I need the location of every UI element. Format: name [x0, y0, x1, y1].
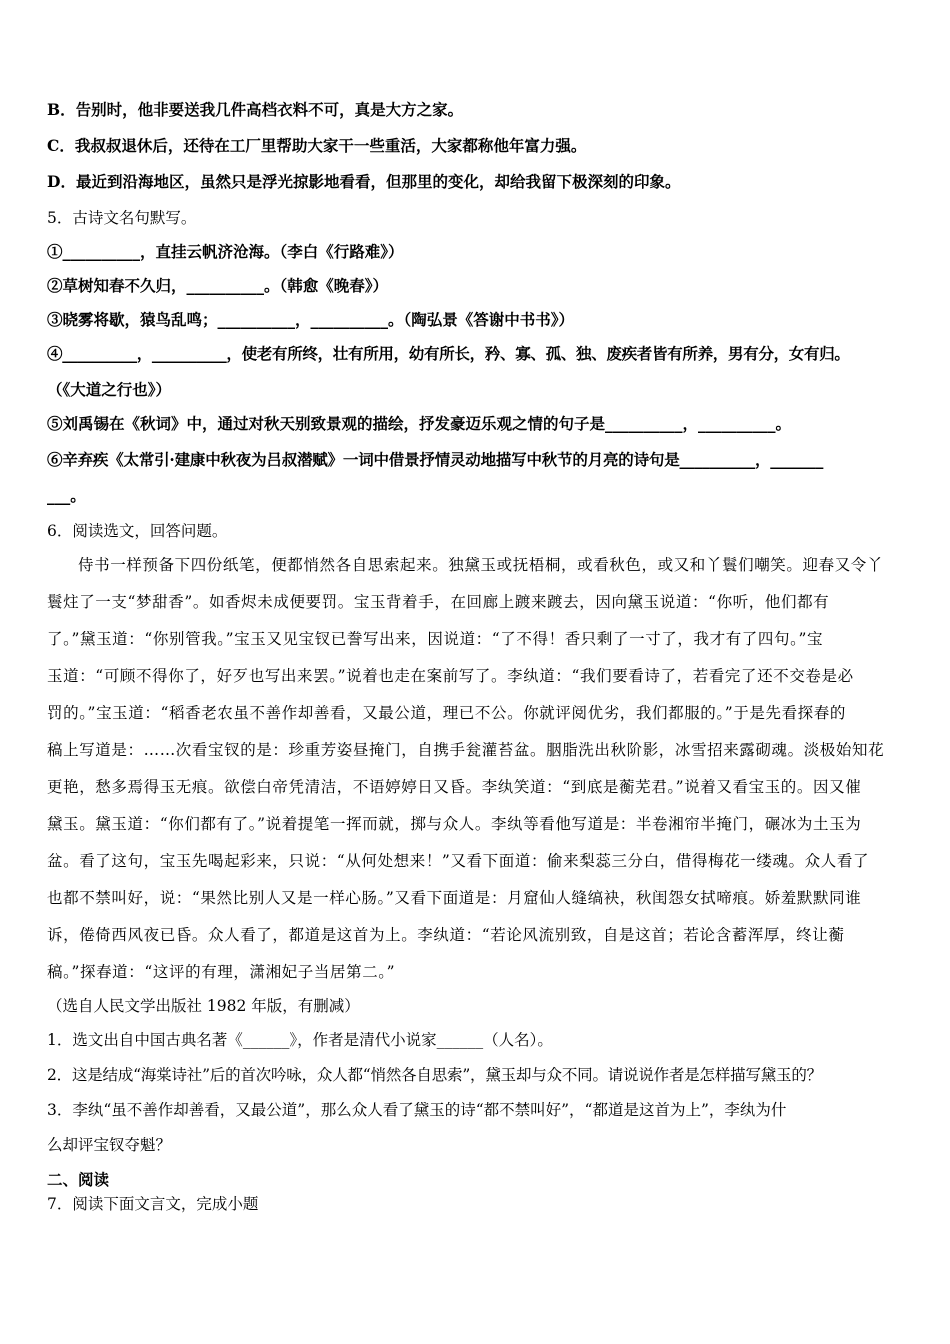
q6-title: 6．阅读选文，回答问题。: [47, 522, 228, 540]
q5-item-4-source: （《大道之行也》）: [47, 380, 172, 399]
option-c: C．我叔叔退休后，还待在工厂里帮助大家干一些重活，大家都称他年富力强。: [47, 136, 587, 155]
passage-line: 了。”黛玉道：“你别管我。”宝玉又见宝钗已誊写出来，因说道：“了不得！香只剩了一寸了，我才有了四句。”宝: [47, 630, 824, 648]
q5-item-6: ⑥辛弃疾《太常引·建康中秋夜为吕叔潜赋》一词中借景抒情灵动地描写中秋节的月亮的诗句是__________，_______: [47, 450, 824, 469]
passage-line: 诉，倦倚西风夜已昏。众人看了，都道是这首为上。李纨道：“若论风流别致，自是这首；若论含蓄浑厚，终让蘅: [47, 926, 845, 944]
option-d: D．最近到沿海地区，虽然只是浮光掠影地看看，但那里的变化，却给我留下极深刻的印象。: [47, 172, 681, 191]
passage-line: 鬟炷了一支“梦甜香”。如香烬未成便要罚。宝玉背着手，在回廊上踱来踱去，因向黛玉说道：“你听，他们都有: [47, 593, 830, 611]
passage-line: 稿。”探春道：“这评的有理，潇湘妃子当居第二。”: [47, 963, 396, 981]
passage-line: 侍书一样预备下四份纸笔，便都悄然各自思索起来。独黛玉或抚梧桐，或看秋色，或又和丫鬟们嘲笑。迎春又令丫: [78, 556, 884, 574]
passage-line: 玉道：“可顾不得你了，好歹也写出来罢。”说着也走在案前写了。李纨道：“我们要看诗了，若看完了还不交卷是必: [47, 667, 854, 685]
section-heading: 二、阅读: [47, 1170, 110, 1189]
q6-question-2: 2．这是结成“海棠诗社”后的首次吟咏，众人都“悄然各自思索”，黛玉却与众不同。请说说作者是怎样描写黛玉的？: [47, 1066, 822, 1084]
q5-item-3: ③晓雾将歇，猿鸟乱鸣；__________，__________。（陶弘景《答谢中书书》）: [47, 310, 575, 329]
passage-line: 稿上写道是：……次看宝钗的是：珍重芳姿昼掩门，自携手瓮灌苔盆。胭脂洗出秋阶影，冰雪招来露砌魂。淡极始知花: [47, 741, 885, 759]
passage-line: 更艳，愁多焉得玉无痕。欲偿白帝凭清洁，不语婷婷日又昏。李纨笑道：“到底是蘅芜君。”说着又看宝玉的。因又催: [47, 778, 862, 796]
q6-question-3-cont: 么却评宝钗夺魁？: [47, 1136, 172, 1154]
passage-source: （选自人民文学出版社 1982 年版，有删减）: [47, 997, 360, 1015]
q5-item-2: ②草树知春不久归，__________。（韩愈《晚春》）: [47, 276, 389, 295]
passage-line: 黛玉。黛玉道：“你们都有了。”说着提笔一挥而就，掷与众人。李纨等看他写道是：半卷湘帘半掩门，碾冰为土玉为: [47, 815, 862, 833]
passage-line: 罚的。”宝玉道：“稻香老农虽不善作却善看，又最公道，理已不公。你就评阅优劣，我们都服的。”于是先看探春的: [47, 704, 846, 722]
q5-item-5: ⑤刘禹锡在《秋词》中，通过对秋天别致景观的描绘，抒发豪迈乐观之情的句子是__________，__________。: [47, 414, 792, 433]
passage-line: 也都不禁叫好，说：“果然比别人又是一样心肠。”又看下面道是：月窟仙人缝缟袂，秋闺怨女拭啼痕。娇羞默默同谁: [47, 889, 862, 907]
q7-title: 7．阅读下面文言文，完成小题: [47, 1195, 259, 1213]
q5-item-4: ④__________，__________，使老有所终，壮有所用，幼有所长，矜、寡、孤、独、废疾者皆有所养，男有分，女有归。: [47, 344, 850, 363]
option-b: B．告别时，他非要送我几件高档衣料不可，真是大方之家。: [47, 100, 464, 119]
q5-item-1: ①__________，直挂云帆济沧海。（李白《行路难》）: [47, 242, 404, 261]
q5-item-6-cont: ___。: [47, 486, 86, 505]
passage-line: 盆。看了这句，宝玉先喝起彩来，只说：“从何处想来！”又看下面道：偷来梨蕊三分白，借得梅花一缕魂。众人看了: [47, 852, 870, 870]
q6-question-1: 1．选文出自中国古典名著《______》，作者是清代小说家______（人名）。: [47, 1031, 553, 1049]
q6-question-3: 3．李纨“虽不善作却善看，又最公道”，那么众人看了黛玉的诗“都不禁叫好”，“都道是这首为上”，李纨为什: [47, 1101, 787, 1119]
q5-title: 5．古诗文名句默写。: [47, 209, 197, 227]
